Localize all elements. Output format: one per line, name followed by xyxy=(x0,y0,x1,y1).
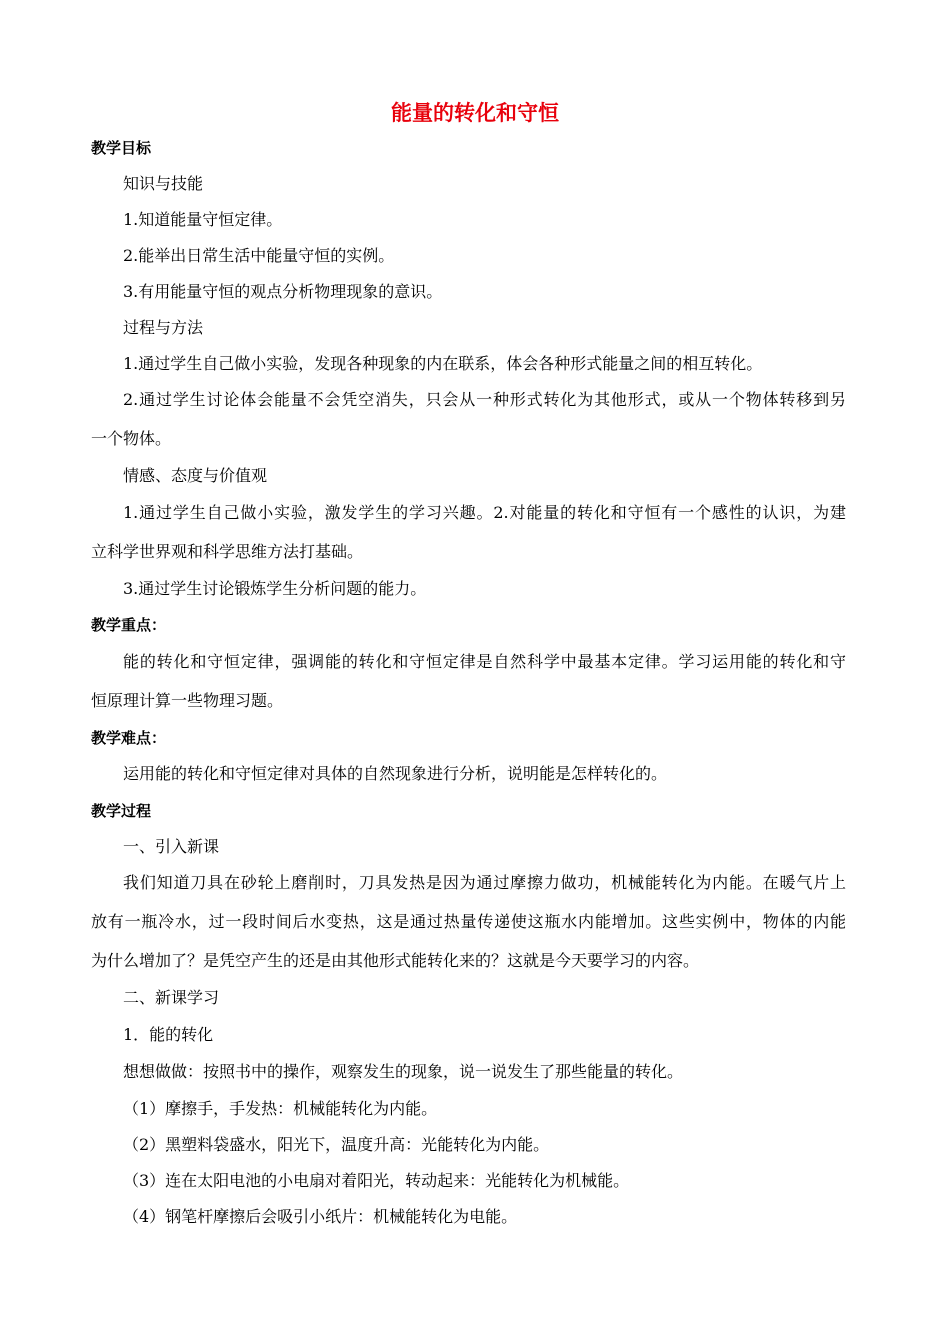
subheading-intro: 一、引入新课 xyxy=(123,837,220,856)
intro-line-3: 为什么增加了？是凭空产生的还是由其他形式能转化来的？这就是今天要学习的内容。 xyxy=(91,951,700,970)
difficulties-line-1: 运用能的转化和守恒定律对具体的自然现象进行分析，说明能是怎样转化的。 xyxy=(123,764,668,783)
attitude-item-1-line-1: 1.通过学生自己做小实验，激发学生的学习兴趣。2.对能量的转化和守恒有一个感性的认识，为建 xyxy=(123,503,846,522)
process-item-1: 1.通过学生自己做小实验，发现各种现象的内在联系，体会各种形式能量之间的相互转化。 xyxy=(123,354,763,373)
section-heading-difficulties: 教学难点： xyxy=(91,729,167,747)
key-points-line-1: 能的转化和守恒定律，强调能的转化和守恒定律是自然科学中最基本定律。学习运用能的转化和守 xyxy=(123,652,846,671)
process-item-2-line-2: 一个物体。 xyxy=(91,429,172,448)
example-item-4: （4）钢笔杆摩擦后会吸引小纸片：机械能转化为电能。 xyxy=(123,1207,518,1226)
activity-line: 想想做做：按照书中的操作，观察发生的现象，说一说发生了那些能量的转化。 xyxy=(123,1062,684,1081)
intro-line-2: 放有一瓶冷水，过一段时间后水变热，这是通过热量传递使这瓶水内能增加。这些实例中，物体的内能 xyxy=(91,912,846,931)
attitude-item-1-line-2: 立科学世界观和科学思维方法打基础。 xyxy=(91,542,364,561)
key-points-line-2: 恒原理计算一些物理习题。 xyxy=(91,691,284,710)
subheading-process: 过程与方法 xyxy=(123,318,204,337)
subheading-energy-conversion: 1．能的转化 xyxy=(123,1025,214,1044)
knowledge-item-2: 2.能举出日常生活中能量守恒的实例。 xyxy=(123,246,395,265)
section-heading-process: 教学过程 xyxy=(91,802,152,820)
subheading-attitude: 情感、态度与价值观 xyxy=(123,466,268,485)
example-item-3: （3）连在太阳电池的小电扇对着阳光，转动起来：光能转化为机械能。 xyxy=(123,1171,630,1190)
process-item-2-line-1: 2.通过学生讨论体会能量不会凭空消失，只会从一种形式转化为其他形式，或从一个物体转移到另 xyxy=(123,390,846,409)
section-heading-key-points: 教学重点： xyxy=(91,616,167,634)
document-title: 能量的转化和守恒 xyxy=(391,101,559,125)
example-item-2: （2）黑塑料袋盛水，阳光下，温度升高：光能转化为内能。 xyxy=(123,1135,550,1154)
subheading-knowledge: 知识与技能 xyxy=(123,174,204,193)
knowledge-item-3: 3.有用能量守恒的观点分析物理现象的意识。 xyxy=(123,282,443,301)
intro-line-1: 我们知道刀具在砂轮上磨削时，刀具发热是因为通过摩擦力做功，机械能转化为内能。在暖气片上 xyxy=(123,873,846,892)
knowledge-item-1: 1.知道能量守恒定律。 xyxy=(123,210,283,229)
subheading-new-lesson: 二、新课学习 xyxy=(123,988,220,1007)
example-item-1: （1）摩擦手，手发热：机械能转化为内能。 xyxy=(123,1099,438,1118)
section-heading-goals: 教学目标 xyxy=(91,139,152,157)
attitude-item-3: 3.通过学生讨论锻炼学生分析问题的能力。 xyxy=(123,579,427,598)
